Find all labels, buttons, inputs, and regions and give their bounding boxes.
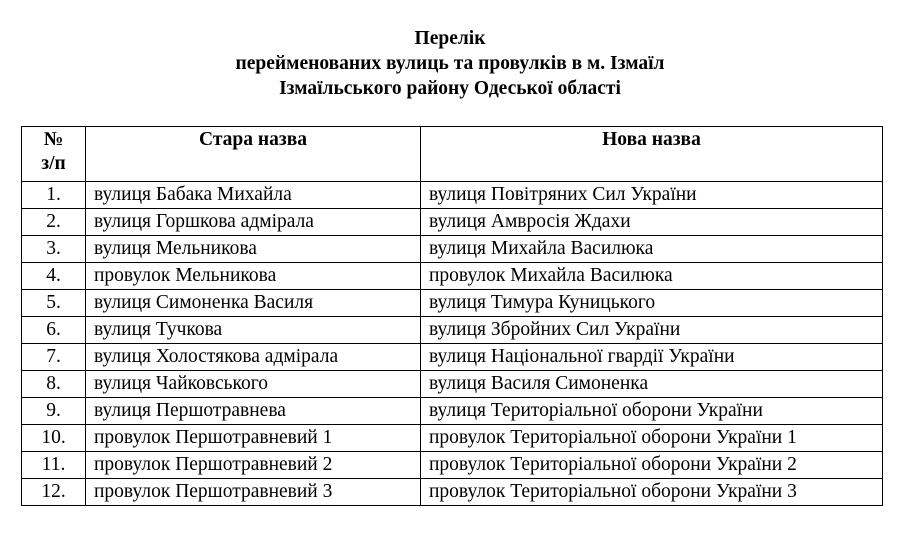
row-number-cell: 11. xyxy=(22,452,86,479)
table-body xyxy=(22,182,883,506)
new-name-cell: вулиця Амвросія Ждахи xyxy=(421,209,883,236)
table-row xyxy=(22,344,883,371)
header-new-name: Нова назва xyxy=(421,127,883,182)
old-name-cell: провулок Першотравневий 1 xyxy=(86,425,421,452)
old-name-cell: провулок Першотравневий 2 xyxy=(86,452,421,479)
title-line-2: перейменованих вулиць та провулків в м. Ізмаїл xyxy=(235,53,665,74)
row-number-cell: 5. xyxy=(22,290,86,317)
table-row xyxy=(22,290,883,317)
renamed-streets-table xyxy=(21,126,883,506)
new-name-cell: вулиця Збройних Сил України xyxy=(421,317,883,344)
header-number-abbr: з/п xyxy=(41,153,66,174)
old-name-cell: вулиця Мельникова xyxy=(86,236,421,263)
table-row xyxy=(22,425,883,452)
row-number-cell: 12. xyxy=(22,479,86,506)
table-row xyxy=(22,479,883,506)
table-row xyxy=(22,317,883,344)
new-name-cell: провулок Територіальної оборони України 3 xyxy=(421,479,883,506)
table-row xyxy=(22,209,883,236)
new-name-cell: вулиця Василя Симоненка xyxy=(421,371,883,398)
new-name-cell: вулиця Національної гвардії України xyxy=(421,344,883,371)
row-number-cell: 3. xyxy=(22,236,86,263)
old-name-cell: вулиця Першотравнева xyxy=(86,398,421,425)
table-row xyxy=(22,182,883,209)
row-number-cell: 1. xyxy=(22,182,86,209)
old-name-cell: вулиця Горшкова адмірала xyxy=(86,209,421,236)
old-name-cell: провулок Першотравневий 3 xyxy=(86,479,421,506)
old-name-cell: вулиця Бабака Михайла xyxy=(86,182,421,209)
old-name-cell: вулиця Чайковського xyxy=(86,371,421,398)
table-row xyxy=(22,452,883,479)
document-title xyxy=(0,26,900,101)
new-name-cell: провулок Михайла Василюка xyxy=(421,263,883,290)
title-line-3: Ізмаїльського району Одеської області xyxy=(279,78,621,99)
table-row xyxy=(22,398,883,425)
table-row xyxy=(22,263,883,290)
row-number-cell: 9. xyxy=(22,398,86,425)
table-row xyxy=(22,371,883,398)
old-name-cell: вулиця Симоненка Василя xyxy=(86,290,421,317)
row-number-cell: 2. xyxy=(22,209,86,236)
new-name-cell: провулок Територіальної оборони України 2 xyxy=(421,452,883,479)
row-number-cell: 4. xyxy=(22,263,86,290)
new-name-cell: вулиця Михайла Василюка xyxy=(421,236,883,263)
old-name-cell: вулиця Тучкова xyxy=(86,317,421,344)
row-number-cell: 7. xyxy=(22,344,86,371)
new-name-cell: провулок Територіальної оборони України 1 xyxy=(421,425,883,452)
header-old-name: Стара назва xyxy=(86,127,421,182)
title-line-1: Перелік xyxy=(414,28,486,49)
table-header-row xyxy=(22,127,883,182)
row-number-cell: 10. xyxy=(22,425,86,452)
header-number-symbol: № xyxy=(43,129,64,150)
old-name-cell: вулиця Холостякова адмірала xyxy=(86,344,421,371)
header-number xyxy=(22,127,86,182)
new-name-cell: вулиця Тимура Куницького xyxy=(421,290,883,317)
old-name-cell: провулок Мельникова xyxy=(86,263,421,290)
row-number-cell: 8. xyxy=(22,371,86,398)
new-name-cell: вулиця Територіальної оборони України xyxy=(421,398,883,425)
new-name-cell: вулиця Повітряних Сил України xyxy=(421,182,883,209)
row-number-cell: 6. xyxy=(22,317,86,344)
table-row xyxy=(22,236,883,263)
